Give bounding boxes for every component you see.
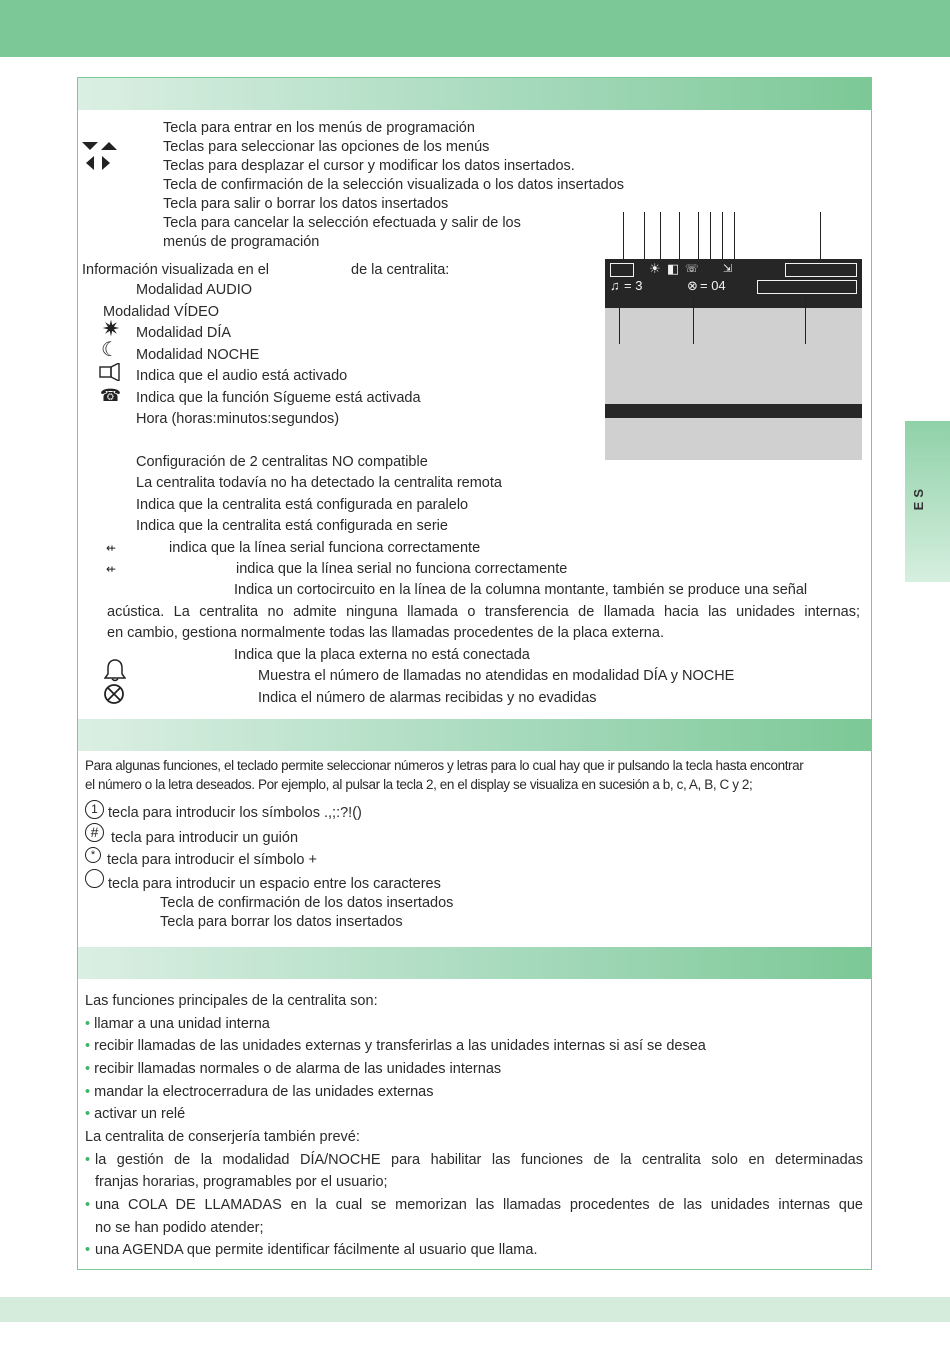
- lcd-phone-icon: ☏: [685, 263, 699, 275]
- feature-item-line: una COLA DE LLAMADAS en la cual se memorizan las llamadas procedentes de las unidades internas que: [95, 1197, 863, 1213]
- feature-item-line: franjas horarias, programables por el usuario;: [95, 1174, 388, 1190]
- key-hash-icon: #: [85, 823, 104, 842]
- phone-icon: ☎: [100, 386, 122, 405]
- bell-icon: [104, 658, 126, 686]
- display-intro-right: de la centralita:: [351, 262, 450, 278]
- key-desc-cursor: Teclas para desplazar el cursor y modificar los datos insertados.: [163, 158, 575, 174]
- lcd-bottom-band: [605, 404, 862, 418]
- info-night: Modalidad NOCHE: [136, 347, 260, 363]
- key-star-icon: *: [85, 847, 101, 863]
- key-space-desc: tecla para introducir un espacio entre los caracteres: [108, 876, 441, 892]
- bottom-color-bar: [0, 1297, 950, 1322]
- key-desc-confirm: Tecla de confirmación de la selección visualizada o los datos insertados: [163, 177, 625, 193]
- key-desc-exit: Tecla para salir o borrar los datos insertados: [163, 196, 449, 212]
- feature-item-line: la gestión de la modalidad DÍA/NOCHE para habilitar las funciones de la centralita solo en determinadas: [95, 1152, 863, 1168]
- function-item: • recibir llamadas de las unidades externas y transferirlas a las unidades internas si así se desea: [85, 1038, 706, 1054]
- info-series: Indica que la centralita está configurada en serie: [136, 518, 448, 534]
- feature-item-line: una AGENDA que permite identificar fácilmente al usuario que llama.: [95, 1242, 538, 1258]
- lcd-display-illustration: [605, 259, 862, 460]
- keyboard-intro-1: Para algunas funciones, el teclado permite seleccionar números y letras para lo cual hay que ir pulsando la tecla hasta encontrar: [85, 758, 804, 773]
- key-desc-menu: Tecla para entrar en los menús de programación: [163, 120, 475, 136]
- key-hash-desc: tecla para introducir un guión: [111, 830, 299, 846]
- top-color-bar: [0, 0, 950, 57]
- lcd-alarm-count: = 04: [700, 278, 726, 293]
- key-1-icon: 1: [85, 800, 104, 819]
- speaker-icon: [99, 363, 123, 385]
- short-circuit-line-3: en cambio, gestiona normalmente todas las llamadas procedentes de la placa externa.: [107, 625, 664, 641]
- short-circuit-line-1: Indica un cortocircuito en la línea de la columna montante, también se produce una señal: [234, 582, 808, 598]
- key-desc-cancel: Tecla para cancelar la selección efectuada y salir de los: [163, 215, 521, 231]
- section-header-functions: [78, 947, 872, 979]
- info-incompatible: Configuración de 2 centralitas NO compatible: [136, 454, 428, 470]
- feature-bullet: •: [85, 1152, 91, 1168]
- info-video: Modalidad VÍDEO: [103, 304, 220, 320]
- functions-intro: Las funciones principales de la centralita son:: [85, 993, 378, 1009]
- section-header-keyboard: [78, 719, 872, 751]
- info-day: Modalidad DÍA: [136, 325, 232, 341]
- key-star-desc: tecla para introducir el símbolo +: [107, 852, 317, 868]
- info-alarm: Indica el número de alarmas recibidas y no evadidas: [258, 690, 597, 706]
- key-desc-cancel-cont: menús de programación: [163, 234, 320, 250]
- feature-bullet: •: [85, 1242, 91, 1258]
- lcd-bell-count: = 3: [624, 278, 643, 293]
- lcd-status-box: [757, 280, 857, 294]
- keyboard-delete: Tecla para borrar los datos insertados: [160, 914, 403, 930]
- info-audio-active: Indica que el audio está activado: [136, 368, 348, 384]
- info-placa: Indica que la placa externa no está conectada: [234, 647, 530, 663]
- keyboard-intro-2: el número o la letra deseados. Por ejemplo, al pulsar la tecla 2, en el display se visualiza en sucesión a b, c, A, B, C y 2;: [85, 777, 753, 792]
- sun-icon: ✷: [101, 316, 121, 341]
- function-item: • llamar a una unidad interna: [85, 1016, 270, 1032]
- function-item: • activar un relé: [85, 1106, 186, 1122]
- keyboard-confirm: Tecla de confirmación de los datos insertados: [160, 895, 454, 911]
- lcd-time-box: [785, 263, 857, 277]
- key-space-icon: [85, 869, 104, 888]
- language-side-tab: [905, 421, 950, 582]
- down-up-arrows-icon: [82, 139, 118, 155]
- alarm-icon: [103, 683, 125, 709]
- info-remote-not-detected: La centralita todavía no ha detectado la centralita remota: [136, 475, 502, 491]
- serial-ok-icon: ⇷: [105, 541, 117, 555]
- info-serial-fail: indica que la línea serial no funciona correctamente: [236, 561, 568, 577]
- info-bell: Muestra el número de llamadas no atendidas en modalidad DÍA y NOCHE: [258, 668, 735, 684]
- display-intro-left: Información visualizada en el: [82, 262, 269, 278]
- language-label: ES: [911, 485, 926, 511]
- lcd-serial-icon: ⇲: [723, 263, 733, 275]
- info-serial-ok: indica que la línea serial funciona correctamente: [169, 540, 481, 556]
- lcd-sun-icon: ☀: [649, 261, 661, 276]
- info-follow-me: Indica que la función Sígueme está activada: [136, 390, 421, 406]
- key-1-desc: tecla para introducir los símbolos .,;:?!(): [108, 805, 362, 821]
- feature-bullet: •: [85, 1197, 91, 1213]
- lcd-bell-icon: ♫: [610, 278, 620, 293]
- functions-intro-2: La centralita de conserjería también prevé:: [85, 1129, 360, 1145]
- short-circuit-line-2: acústica. La centralita no admite ninguna llamada o transferencia de llamada hacia las unidades internas;: [107, 604, 860, 620]
- section-header-keys: [78, 78, 872, 110]
- lcd-mode-box: [610, 263, 634, 277]
- info-parallel: Indica que la centralita está configurada en paralelo: [136, 497, 469, 513]
- feature-item-line: no se han podido atender;: [95, 1220, 264, 1236]
- lcd-speaker-icon: ◧: [667, 261, 680, 276]
- lcd-alarm-icon: ⊗: [687, 278, 698, 293]
- moon-icon: ☾: [101, 339, 119, 361]
- info-audio: Modalidad AUDIO: [136, 282, 253, 298]
- info-time: Hora (horas:minutos:segundos): [136, 411, 340, 427]
- left-right-arrows-icon: [86, 156, 112, 174]
- serial-fail-icon: ⇷: [105, 562, 117, 576]
- key-desc-select: Teclas para seleccionar las opciones de los menús: [163, 139, 490, 155]
- function-item: • mandar la electrocerradura de las unidades externas: [85, 1084, 434, 1100]
- function-item: • recibir llamadas normales o de alarma de las unidades internas: [85, 1061, 502, 1077]
